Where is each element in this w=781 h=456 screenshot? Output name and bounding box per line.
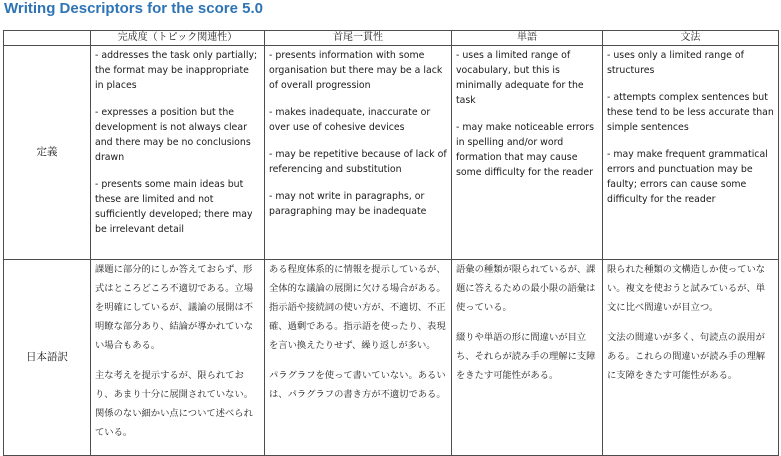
cell-japanese-grammar (603, 260, 779, 456)
cell-japanese-vocabulary (452, 260, 603, 456)
cell-definition-vocabulary (452, 46, 603, 260)
header-coherence: 首尾一貫性 (265, 31, 452, 46)
descriptor-paragraph: 文法の間違いが多く、句読点の誤用がある。これらの間違いが読み手の理解に支障をきたす可能性がある。 (607, 332, 766, 382)
descriptor-paragraph: - may make frequent grammatical errors and punctuation may be faulty; errors can cause some difficulty for the reader (607, 149, 768, 206)
descriptor-paragraph: 語彙の種類が限られているが、課題に答えるための最小限の語彙は使っている。 (456, 264, 596, 314)
descriptor-paragraph: パラグラフを使って書いていない。あるいは、パラグラフの書き方が不適切である。 (269, 370, 446, 401)
descriptor-paragraph: 課題に部分的にしか答えておらず、形式はところどころ不適切である。立場を明確にしているが、議論の展開は不明瞭な部分あり、結論が導かれていない場合もある。 (95, 264, 254, 352)
descriptor-paragraph: - makes inadequate, inaccurate or over use of cohesive devices (269, 107, 431, 134)
descriptor-paragraph: - uses a limited range of vocabulary, but this is minimally adequate for the task (456, 50, 584, 107)
header-vocabulary: 単語 (452, 31, 603, 46)
header-grammar: 文法 (603, 31, 779, 46)
descriptor-paragraph: ある程度体系的に情報を提示しているが、全体的な議論の展開に欠ける場合がある。指示語や接続詞の使い方が、不適切、不正確、過剰である。指示語を使ったり、表現を言い換えたりせず、繰り返しが多い。 (269, 264, 446, 352)
descriptor-paragraph: - addresses the task only partially; the format may be inappropriate in places (95, 50, 258, 92)
header-task-achievement: 完成度（トピック関連性） (91, 31, 265, 46)
descriptor-paragraph: - attempts complex sentences but these tend to be less accurate than simple sentences (607, 92, 774, 134)
descriptor-paragraph: 綴りや単語の形に間違いが目立ち、それらが読み手の理解に支障をきたす可能性がある。 (456, 332, 596, 382)
header-cell-empty (4, 31, 91, 46)
descriptor-paragraph: - uses only a limited range of structures (607, 50, 744, 77)
descriptor-paragraph: - expresses a position but the development is not always clear and there may be no conclusions drawn (95, 107, 251, 164)
descriptor-paragraph: 限られた種類の文構造しか使っていない。複文を使おうと試みているが、単文に比べ間違いが目立つ。 (607, 264, 766, 314)
cell-japanese-coherence (265, 260, 452, 456)
descriptor-paragraph: - presents some main ideas but these are limited and not sufficiently developed; there may be irrelevant detail (95, 179, 253, 236)
table-row-japanese (4, 260, 779, 456)
cell-definition-task (91, 46, 265, 260)
descriptor-paragraph: 主な考えを提示するが、限られており、あまり十分に展開されていない。関係のない細かい点について述べられている。 (95, 370, 254, 439)
page-title: Writing Descriptors for the score 5.0 (4, 0, 263, 17)
descriptor-paragraph: - may not write in paragraphs, or paragraphing may be inadequate (269, 191, 427, 218)
descriptor-paragraph: - presents information with some organisation but there may be a lack of overall progression (269, 50, 443, 92)
descriptor-paragraph: - may be repetitive because of lack of referencing and substitution (269, 149, 447, 176)
row-label-japanese: 日本語訳 (4, 260, 91, 456)
descriptor-paragraph: - may make noticeable errors in spelling and/or word formation that may cause some difficulty for the reader (456, 122, 594, 179)
row-label-definition: 定義 (4, 46, 91, 260)
cell-definition-grammar (603, 46, 779, 260)
descriptor-table (3, 30, 779, 456)
table-header-row (4, 31, 779, 46)
table-row-definition (4, 46, 779, 260)
cell-japanese-task (91, 260, 265, 456)
cell-definition-coherence (265, 46, 452, 260)
